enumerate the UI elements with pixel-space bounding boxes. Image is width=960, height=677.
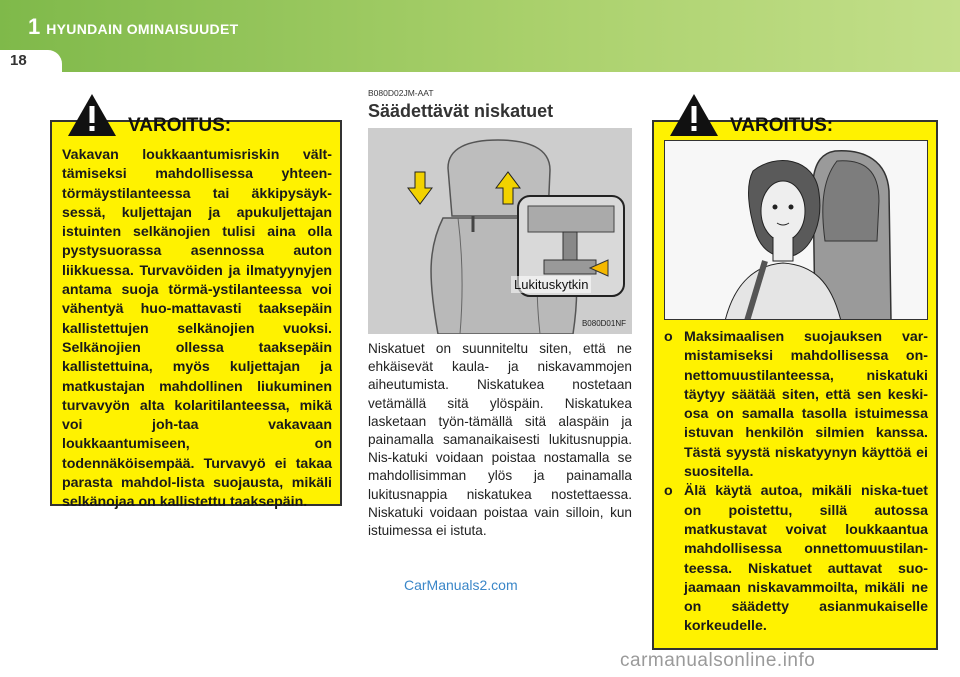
chapter-title bbox=[28, 14, 238, 40]
chapter-name: HYUNDAIN OMINAISUUDET bbox=[46, 21, 239, 37]
figure-code: B080D01NF bbox=[581, 319, 626, 328]
seated-woman-drawing bbox=[665, 141, 928, 320]
warning-triangle-icon bbox=[668, 92, 720, 138]
headrest-illustration bbox=[368, 128, 632, 334]
left-warning-text: Vakavan loukkaantumisriskin vält-tämiseksi mahdollisessa yhteen-törmäystilanteessa tai äkkipysäyk-sessä, kuljettajan ja apukuljettajan istuinten selkänojien tulisi aina olla pystysuorassa asennossa auton liikkuessa. Turvavöiden ja ilmatyynyjen antama suoja törmä-ystilanteessa voi vähentyä huo-mattavasti taaksepäin kallistettujen selkänojien vuoksi. Selkänojien ollessa taaksepäin kallistettuina, myös kuljettajan ja matkustajan mahdollinen liukuminen turvavyön alta kolaritilanteessa, mikä voi joh-taa vakavaan loukkaantumiseen, on todennäköisempää. Turvavyö ei takaa parasta mahdol-lista suojausta, mikäli selkänojaa on kallistettu taaksepäin. bbox=[62, 147, 332, 511]
bullet-text: Älä käytä autoa, mikäli niska-tuet on poistettu, sillä autossa matkustavat voivat loukkaantua mahdollisessa onnettomuustilan-teessa. Niskatuet auttavat suo-jaamaan niskavammoilta, mikäli ne on säädetty asianmukaiselle korkeudelle. bbox=[684, 483, 928, 635]
section-body-text: Niskatuet on suunniteltu siten, että ne ehkäisevät kaula- ja niskavammojen aiheutumista. Niskatukea nostetaan vetämällä sitä ylöspäin. Niskatukea lasketaan työn-tämällä sitä alaspäin ja painamalla samanaikaisesti lukitusnuppia. Nis-katuki voidaan poistaa nostamalla se mahdollisimman ylös ja painamalla lukitusnappia niskatukea nostettaessa. Niskatuki voidaan poistaa vain silloin, kun istuimessa ei istuta. bbox=[368, 341, 632, 539]
bullet-mark: o bbox=[664, 329, 673, 345]
warning-triangle-icon bbox=[66, 92, 118, 138]
left-warning-title: VAROITUS: bbox=[128, 115, 232, 136]
headrest-position-illustration bbox=[664, 140, 928, 320]
section-title: Säädettävät niskatuet bbox=[368, 101, 554, 121]
section-code: B080D02JM-AAT bbox=[368, 88, 434, 98]
left-warning-box bbox=[50, 115, 342, 511]
chapter-number: 1 bbox=[28, 14, 41, 39]
right-warning-box bbox=[652, 115, 938, 650]
right-warning-bullets bbox=[664, 328, 928, 637]
right-warning-heading bbox=[668, 92, 833, 138]
warning-bullet bbox=[664, 482, 928, 636]
left-warning-heading bbox=[66, 92, 231, 138]
headrest-figure bbox=[368, 128, 632, 334]
bullet-text: Maksimaalisen suojauksen var-mistamiseksi mahdollisessa on-nettomuustilanteessa, niskatuki täytyy säätää siten, että sen keski-osa on samalla tasolla istuimessa istuvan henkilön silmien kanssa. Tästä syystä niskatyynyn käyttöä ei suositella. bbox=[684, 329, 928, 481]
carmanuals-watermark-link[interactable]: CarManuals2.com bbox=[404, 577, 518, 593]
page-number: 18 bbox=[10, 52, 27, 69]
lock-switch-label: Lukituskytkin bbox=[511, 276, 591, 293]
right-warning-title: VAROITUS: bbox=[730, 115, 834, 136]
warning-bullet bbox=[664, 328, 928, 482]
carmanualsonline-watermark: carmanualsonline.info bbox=[620, 650, 816, 671]
bullet-mark: o bbox=[664, 483, 673, 500]
